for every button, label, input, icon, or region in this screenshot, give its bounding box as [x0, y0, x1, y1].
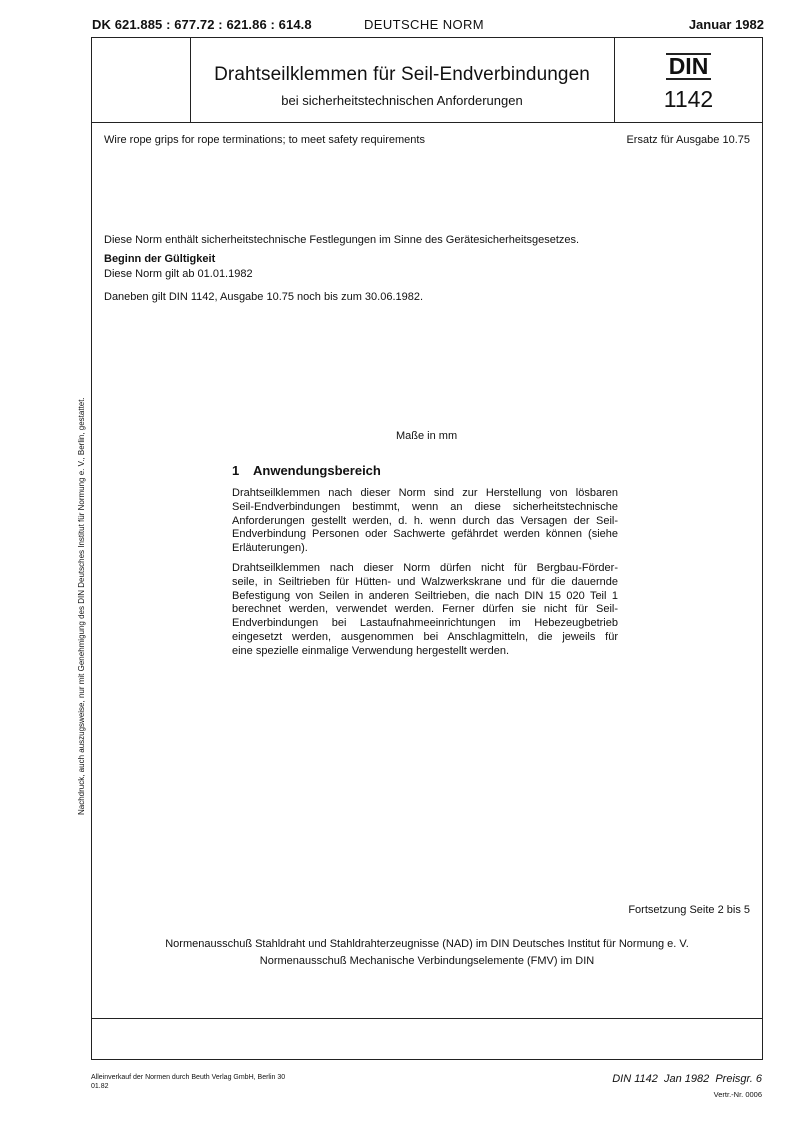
validity-heading: Beginn der Gültigkeit — [104, 253, 216, 265]
section-number: 1 — [232, 463, 240, 478]
document-subtitle: bei sicherheitstechnischen Anforderungen — [281, 93, 523, 108]
footer-distribution — [91, 1073, 285, 1091]
section-paragraph-2 — [232, 562, 618, 659]
paragraph-line: Endverbindung Personen oder Sachwerte gefährdet werden können (siehe — [232, 528, 618, 541]
paragraph-line: berechnet werden, verwendet werden. Ferner dürfen sie nicht für Seil- — [232, 603, 618, 616]
section-heading — [232, 463, 381, 478]
distribution-text: Alleinverkauf der Normen durch Beuth Verlag GmbH, Berlin 30 — [91, 1074, 286, 1081]
paragraph-line: seile, in Seiltrieben für Hütten- und Walzwerkskrane und für die dauernde — [232, 575, 618, 588]
continuation-note: Fortsetzung Seite 2 bis 5 — [628, 904, 750, 916]
section-title: Anwendungsbereich — [253, 463, 381, 478]
document-reference: DIN 1142 Jan 1982 Preisgr. 6 — [612, 1073, 762, 1085]
paragraph-line: eine spezielle einmalige Verwendung hergestellt werden. — [232, 644, 510, 657]
paragraph-line: Drahtseilklemmen nach dieser Norm sind zur Herstellung von lösbaren — [232, 487, 618, 499]
issue-code: 01.82 — [91, 1083, 109, 1090]
din-number: 1142 — [663, 86, 714, 112]
paragraph-line: Drahtseilklemmen nach dieser Norm dürfen nicht für Bergbau-Förder- — [232, 562, 618, 574]
paragraph-line: eingesetzt werden, ausgenommen bei Anschlagmitteln, die jeweils für — [232, 630, 618, 643]
title-block-rule — [91, 122, 763, 123]
safety-statement: Diese Norm enthält sicherheitstechnische Festlegungen im Sinne des Gerätesicherheitsgesetzes. — [104, 234, 580, 246]
norm-label: DEUTSCHE NORM — [364, 17, 485, 32]
paragraph-line: Endverbindungen bei Lastaufnahmeeinrichtungen im Hebezeugbetrieb — [232, 617, 618, 630]
committee-line-2: Normenausschuß Mechanische Verbindungselemente (FMV) im DIN — [259, 955, 595, 967]
din-logo-text: DIN — [666, 53, 712, 80]
committee-line-1: Normenausschuß Stahldraht und Stahldrahterzeugnisse (NAD) im DIN Deutsches Institut für Normung e. V. — [165, 938, 689, 950]
paragraph-line: Erläuterungen). — [232, 542, 308, 555]
units-note: Maße in mm — [396, 430, 458, 442]
english-title: Wire rope grips for rope terminations; to meet safety requirements — [104, 134, 425, 146]
document-title: Drahtseilklemmen für Seil-Endverbindungen — [214, 64, 590, 85]
vertr-number: Vertr.-Nr. 0006 — [713, 1090, 762, 1099]
din-logo — [614, 53, 763, 80]
paragraph-line: Anforderungen gestellt werden, d. h. wenn durch das Versagen der Seil- — [232, 514, 618, 527]
reprint-notice: Nachdruck, auch auszugsweise, nur mit Genehmigung des DIN Deutsches Institut für Normung e. V., Berlin, gestattet. — [77, 397, 86, 815]
parallel-validity: Daneben gilt DIN 1142, Ausgabe 10.75 noch bis zum 30.06.1982. — [104, 291, 424, 303]
dk-classification: DK 621.885 : 677.72 : 621.86 : 614.8 — [92, 17, 312, 32]
issue-date: Januar 1982 — [688, 17, 764, 32]
paragraph-line: Befestigung von Seilen in anderen Seiltrieben, die nach DIN 15 020 Teil 1 — [232, 589, 618, 602]
section-paragraph-1 — [232, 487, 618, 556]
footer-rule — [91, 1018, 763, 1019]
paragraph-line: Seil-Endverbindungen bestimmt, wenn an diese sicherheitstechnische — [232, 500, 618, 513]
validity-date: Diese Norm gilt ab 01.01.1982 — [104, 268, 253, 280]
replaces-edition: Ersatz für Ausgabe 10.75 — [626, 134, 750, 146]
